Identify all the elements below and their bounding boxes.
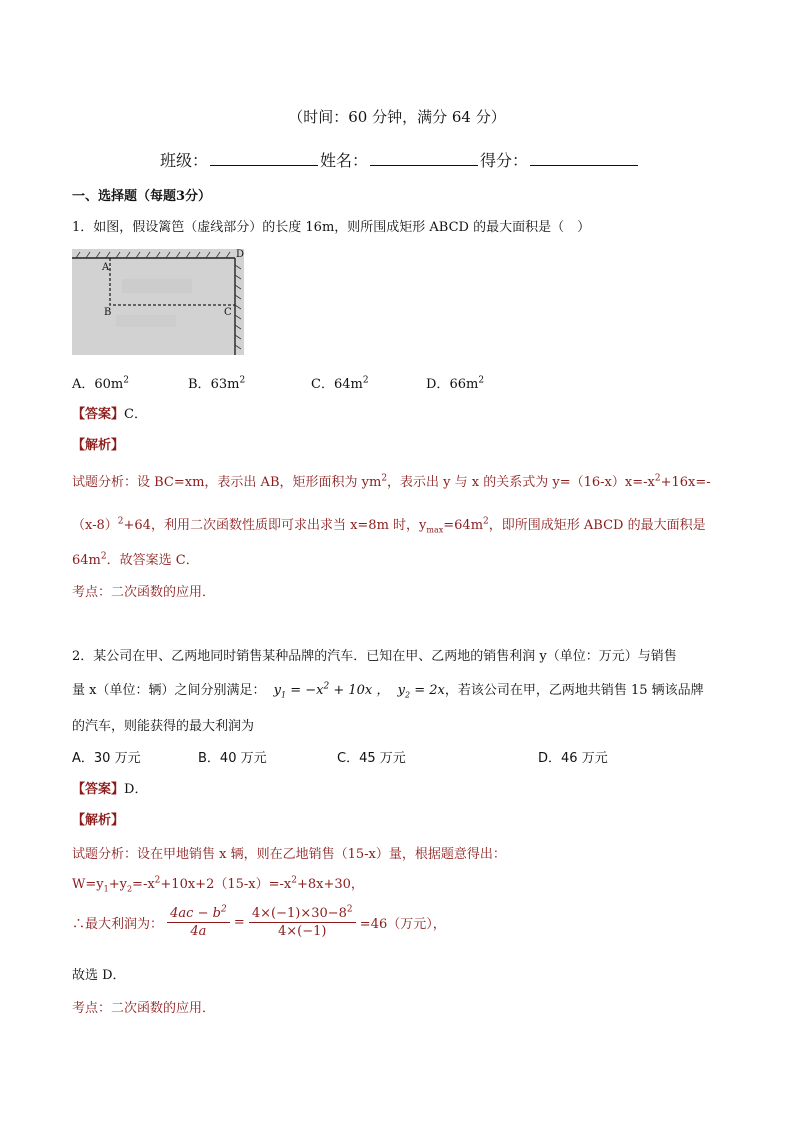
q1-analysis-label: 【解析】 (72, 438, 125, 453)
svg-text:B: B (104, 307, 112, 318)
q1-analysis-line3: $64m^2$．故答案选 C． (72, 551, 199, 568)
q2-option-c[interactable]: C．45 万元 (337, 751, 406, 766)
class-input-line[interactable] (210, 151, 318, 166)
q2-analysis-label: 【解析】 (72, 813, 125, 828)
q1-fence-figure (72, 249, 244, 355)
q2-stem-line2: 量 x（单位：辆）之间分别满足： $y_1 = -x^2 + 10x$ ， $y_2 = 2x$，若该公司在甲，乙两地共销售 15 辆该品牌 (72, 681, 704, 700)
q2-formulas: $y_1 = -x^2 + 10x$ ， $y_2 = 2x$ (273, 681, 445, 700)
answer-value: C． (124, 407, 147, 422)
q1-answer (72, 403, 147, 422)
answer-label: 【答案】 (72, 407, 125, 422)
fraction-computed: $\frac{4\times(-1)\times 30-8^2}{4\times(-1)}$ (249, 906, 356, 939)
exam-subtitle: （时间：60 分钟，满分 64 分） (288, 108, 506, 126)
svg-text:A: A (102, 262, 110, 273)
class-label: 班级： (160, 151, 209, 170)
fraction-general: $\frac{4ac - b^2}{4a}$ (167, 906, 230, 939)
q1-analysis-line1: 试题分析：设 BC=xm，表示出 AB，矩形面积为 $ym^2$，表示出 y 与 x 的关系式为 $y=(16-x)x=-x^2+16x=-$ (72, 473, 711, 490)
q1-point: 考点：二次函数的应用． (72, 585, 216, 600)
q1-option-d[interactable]: D．$66m^2$ (426, 375, 485, 392)
q2-max-profit: ∴最大利润为： $\frac{4ac - b^2}{4a}$ = $\frac{4\times(-1)\times 30-8^2}{4\times(-1)}$ =46（万元）， (72, 904, 446, 939)
name-input-line[interactable] (370, 151, 478, 166)
q2-point: 考点：二次函数的应用． (72, 1001, 216, 1016)
name-label: 姓名： (320, 151, 369, 170)
student-info-row (160, 148, 640, 171)
fence-diagram (72, 249, 244, 355)
q2-option-d[interactable]: D．46 万元 (538, 751, 608, 766)
q1-analysis-line2: $(x-8)^2+64$，利用二次函数性质即可求出求当 x=8m 时，$y_{max}=64m^2$，即所围成矩形 ABCD 的最大面积是 (72, 516, 706, 535)
q2-analysis-line1: 试题分析：设在甲地销售 x 辆，则在乙地销售（15-x）量，根据题意得出： (72, 847, 506, 862)
score-input-line[interactable] (530, 151, 638, 166)
q2-stem-line3: 的汽车，则能获得的最大利润为 (72, 719, 255, 734)
answer-value: D． (124, 782, 148, 797)
q1-option-b[interactable]: B．$63m^2$ (188, 375, 246, 392)
svg-text:D: D (236, 249, 244, 260)
q2-stem-line1: 2．某公司在甲、乙两地同时销售某种品牌的汽车．已知在甲、乙两地的销售利润 y（单位：万元）与销售 (72, 649, 677, 664)
q2-analysis-line2: $W=y_1+y_2=-x^2+10x+2(15-x)=-x^2+8x+30$， (72, 875, 364, 894)
answer-label: 【答案】 (72, 782, 125, 797)
svg-text:C: C (224, 307, 232, 318)
score-label: 得分： (480, 151, 529, 170)
q2-option-a[interactable]: A．30 万元 (72, 751, 141, 766)
q2-option-b[interactable]: B．40 万元 (198, 751, 267, 766)
q2-conclusion: 故选 D． (72, 968, 126, 983)
q1-option-a[interactable]: A．$60m^2$ (72, 375, 129, 392)
q2-answer (72, 778, 147, 797)
section-title: 一、选择题（每题3分） (72, 189, 212, 204)
q1-option-c[interactable]: C．$64m^2$ (311, 375, 369, 392)
q1-stem: 1．如图，假设篱笆（虚线部分）的长度 16m，则所围成矩形 ABCD 的最大面积是（ ） (72, 220, 591, 235)
